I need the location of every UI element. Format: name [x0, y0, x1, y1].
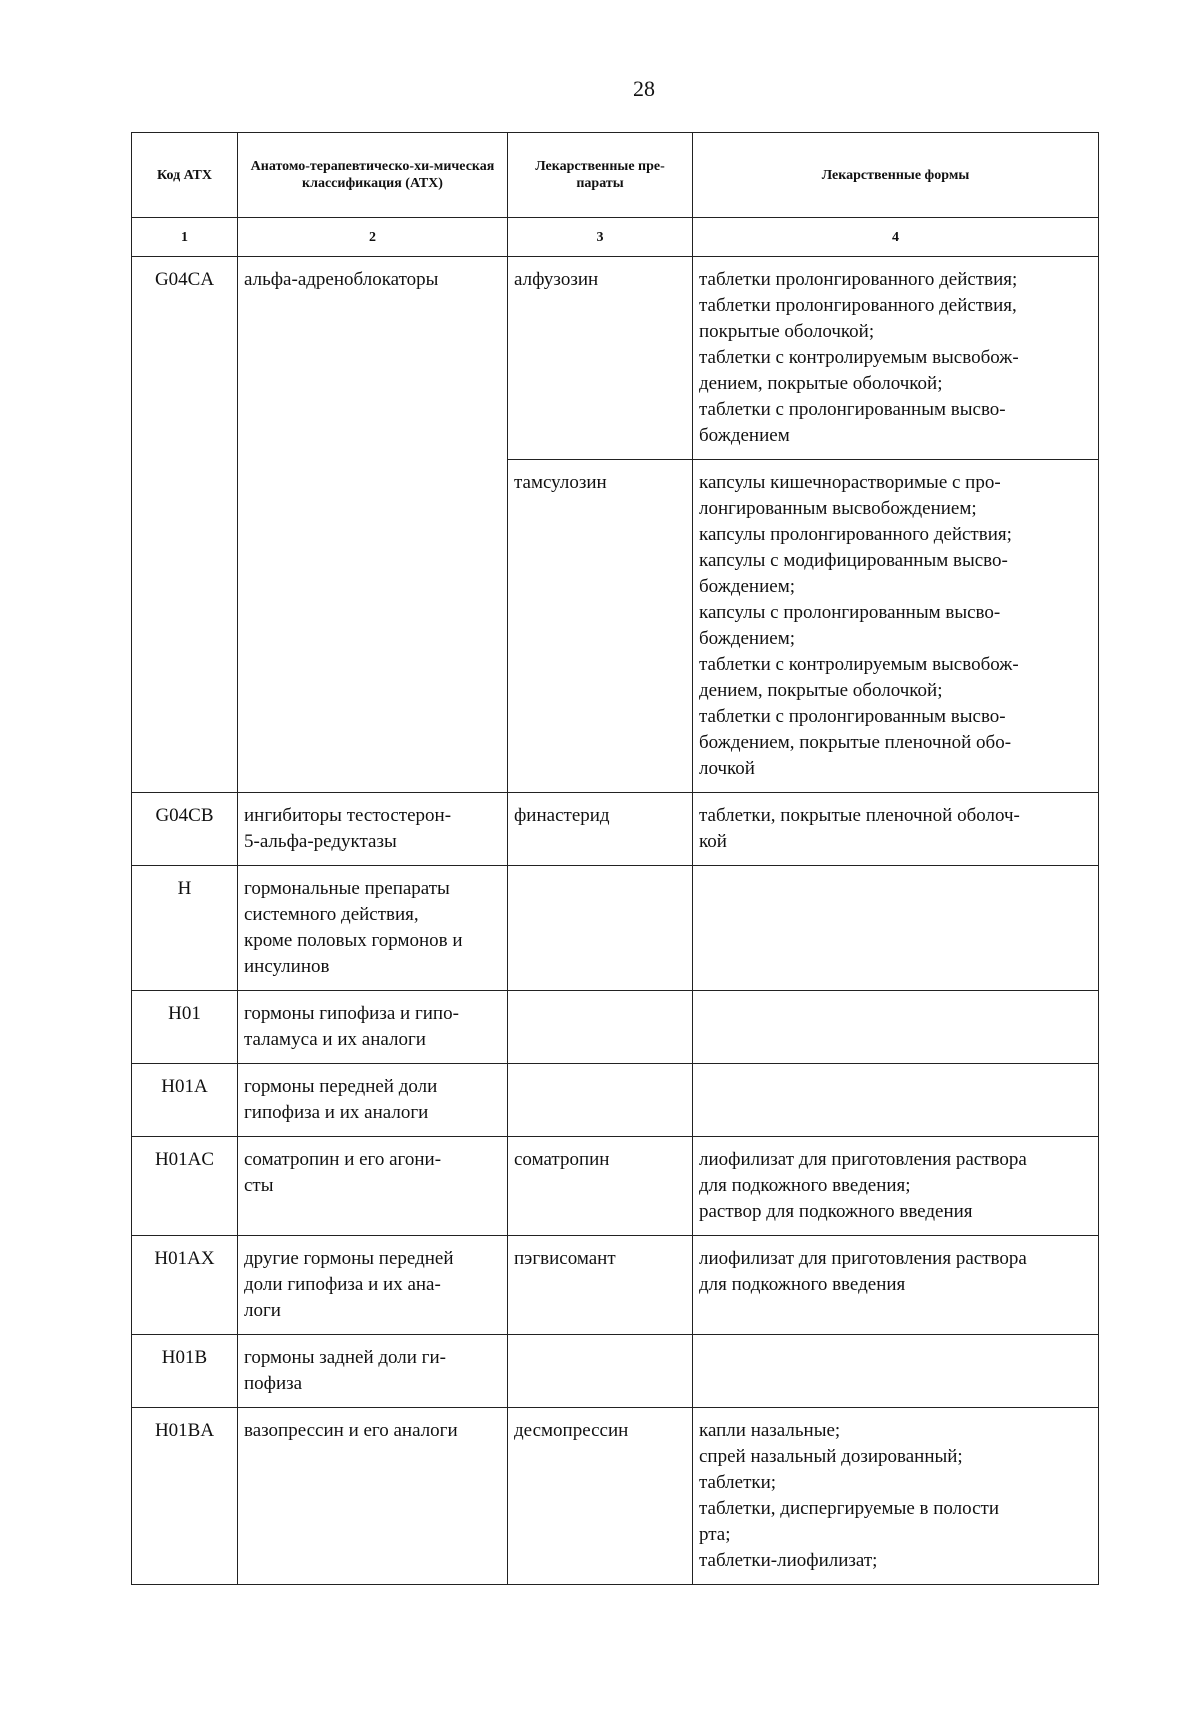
classification-cell: [238, 991, 508, 1064]
text-line: таблетки пролонгированного действия,: [699, 295, 1017, 316]
text-line: капсулы с модифицированным высво-: [699, 550, 1008, 571]
text-line: капсулы с пролонгированным высво-: [699, 602, 1001, 623]
text-line: альфа-адреноблокаторы: [244, 269, 439, 290]
text-line: капсулы кишечнорастворимые с про-: [699, 472, 1001, 493]
table-row: [132, 1064, 1099, 1137]
atx-code-cell: G04CA: [132, 257, 238, 793]
forms-cell: [693, 866, 1099, 991]
drug-cell: десмопрессин: [508, 1408, 693, 1585]
classification-cell: [238, 1064, 508, 1137]
text-line: доли гипофиза и их ана-: [244, 1274, 441, 1295]
forms-cell: [693, 793, 1099, 866]
header-drugs: Лекарственные пре-параты: [508, 133, 693, 218]
table-row: [132, 1236, 1099, 1335]
text-line: бождением;: [699, 628, 795, 649]
text-line: гормоны передней доли: [244, 1076, 438, 1097]
forms-cell: [693, 1408, 1099, 1585]
text-line: рта;: [699, 1524, 731, 1545]
atx-code-cell: H: [132, 866, 238, 991]
text-line: 5-альфа-редуктазы: [244, 831, 397, 852]
atx-code-cell: H01B: [132, 1335, 238, 1408]
drug-cell: финастерид: [508, 793, 693, 866]
text-line: бождением, покрытые пленочной обо-: [699, 732, 1012, 753]
header-code: Код АТХ: [132, 133, 238, 218]
text-line: логи: [244, 1300, 281, 1321]
atx-table: [131, 132, 1099, 1585]
table-row: [132, 1335, 1099, 1408]
forms-cell: [693, 460, 1099, 793]
drug-cell: [508, 1335, 693, 1408]
table-row: [132, 257, 1099, 460]
atx-code-cell: H01BA: [132, 1408, 238, 1585]
text-line: таблетки с пролонгированным высво-: [699, 706, 1006, 727]
text-line: капли назальные;: [699, 1420, 841, 1441]
text-line: системного действия,: [244, 904, 419, 925]
column-number-row: [132, 218, 1099, 257]
text-line: для подкожного введения;: [699, 1175, 911, 1196]
text-line: лочкой: [699, 758, 755, 779]
text-line: капсулы пролонгированного действия;: [699, 524, 1012, 545]
atx-code-cell: G04CB: [132, 793, 238, 866]
page-number: 28: [633, 76, 655, 101]
forms-cell: [693, 1236, 1099, 1335]
text-line: лонгированным высвобождением;: [699, 498, 977, 519]
drug-cell: алфузозин: [508, 257, 693, 460]
text-line: лиофилизат для приготовления раствора: [699, 1149, 1027, 1170]
text-line: таблетки пролонгированного действия;: [699, 269, 1018, 290]
classification-cell: [238, 1408, 508, 1585]
forms-cell: [693, 1064, 1099, 1137]
text-line: другие гормоны передней: [244, 1248, 454, 1269]
text-line: соматропин и его агони-: [244, 1149, 442, 1170]
header-classification: Анатомо-терапевтическо-хи-мическая классификация (АТХ): [238, 133, 508, 218]
classification-cell: [238, 866, 508, 991]
text-line: ингибиторы тестостерон-: [244, 805, 452, 826]
column-number: 2: [238, 218, 508, 257]
text-line: гормональные препараты: [244, 878, 450, 899]
text-line: таблетки;: [699, 1472, 777, 1493]
text-line: кой: [699, 831, 727, 852]
text-line: гипофиза и их аналоги: [244, 1102, 429, 1123]
drug-cell: соматропин: [508, 1137, 693, 1236]
drug-cell: пэгвисомант: [508, 1236, 693, 1335]
text-line: вазопрессин и его аналоги: [244, 1420, 458, 1441]
forms-cell: [693, 1137, 1099, 1236]
text-line: лиофилизат для приготовления раствора: [699, 1248, 1027, 1269]
text-line: гормоны задней доли ги-: [244, 1347, 446, 1368]
header-forms: Лекарственные формы: [693, 133, 1099, 218]
text-line: для подкожного введения: [699, 1274, 906, 1295]
classification-cell: [238, 1335, 508, 1408]
classification-cell: [238, 257, 508, 793]
forms-cell: [693, 257, 1099, 460]
drug-cell: [508, 866, 693, 991]
column-number: 3: [508, 218, 693, 257]
text-line: бождением: [699, 425, 790, 446]
text-line: таблетки, диспергируемые в полости: [699, 1498, 1000, 1519]
column-number: 1: [132, 218, 238, 257]
classification-cell: [238, 793, 508, 866]
text-line: инсулинов: [244, 956, 330, 977]
text-line: раствор для подкожного введения: [699, 1201, 973, 1222]
atx-code-cell: H01: [132, 991, 238, 1064]
text-line: таблетки с пролонгированным высво-: [699, 399, 1006, 420]
table-row: [132, 1408, 1099, 1585]
text-line: сты: [244, 1175, 274, 1196]
text-line: бождением;: [699, 576, 795, 597]
column-number: 4: [693, 218, 1099, 257]
text-line: спрей назальный дозированный;: [699, 1446, 963, 1467]
table-row: [132, 991, 1099, 1064]
forms-cell: [693, 991, 1099, 1064]
drug-cell: [508, 991, 693, 1064]
text-line: пофиза: [244, 1373, 303, 1394]
text-line: дением, покрытые оболочкой;: [699, 373, 943, 394]
table-row: [132, 866, 1099, 991]
text-line: покрытые оболочкой;: [699, 321, 875, 342]
table-header-row: [132, 133, 1099, 218]
text-line: таблетки, покрытые пленочной оболоч-: [699, 805, 1020, 826]
text-line: таблетки с контролируемым высвобож-: [699, 654, 1019, 675]
text-line: таблетки-лиофилизат;: [699, 1550, 878, 1571]
text-line: гормоны гипофиза и гипо-: [244, 1003, 459, 1024]
text-line: таламуса и их аналоги: [244, 1029, 426, 1050]
text-line: кроме половых гормонов и: [244, 930, 463, 951]
drug-cell: тамсулозин: [508, 460, 693, 793]
atx-code-cell: H01AC: [132, 1137, 238, 1236]
atx-code-cell: H01AX: [132, 1236, 238, 1335]
atx-code-cell: H01A: [132, 1064, 238, 1137]
classification-cell: [238, 1137, 508, 1236]
classification-cell: [238, 1236, 508, 1335]
table-row: [132, 1137, 1099, 1236]
table-body: [132, 257, 1099, 1585]
drug-cell: [508, 1064, 693, 1137]
table-row: [132, 793, 1099, 866]
forms-cell: [693, 1335, 1099, 1408]
text-line: таблетки с контролируемым высвобож-: [699, 347, 1019, 368]
text-line: дением, покрытые оболочкой;: [699, 680, 943, 701]
